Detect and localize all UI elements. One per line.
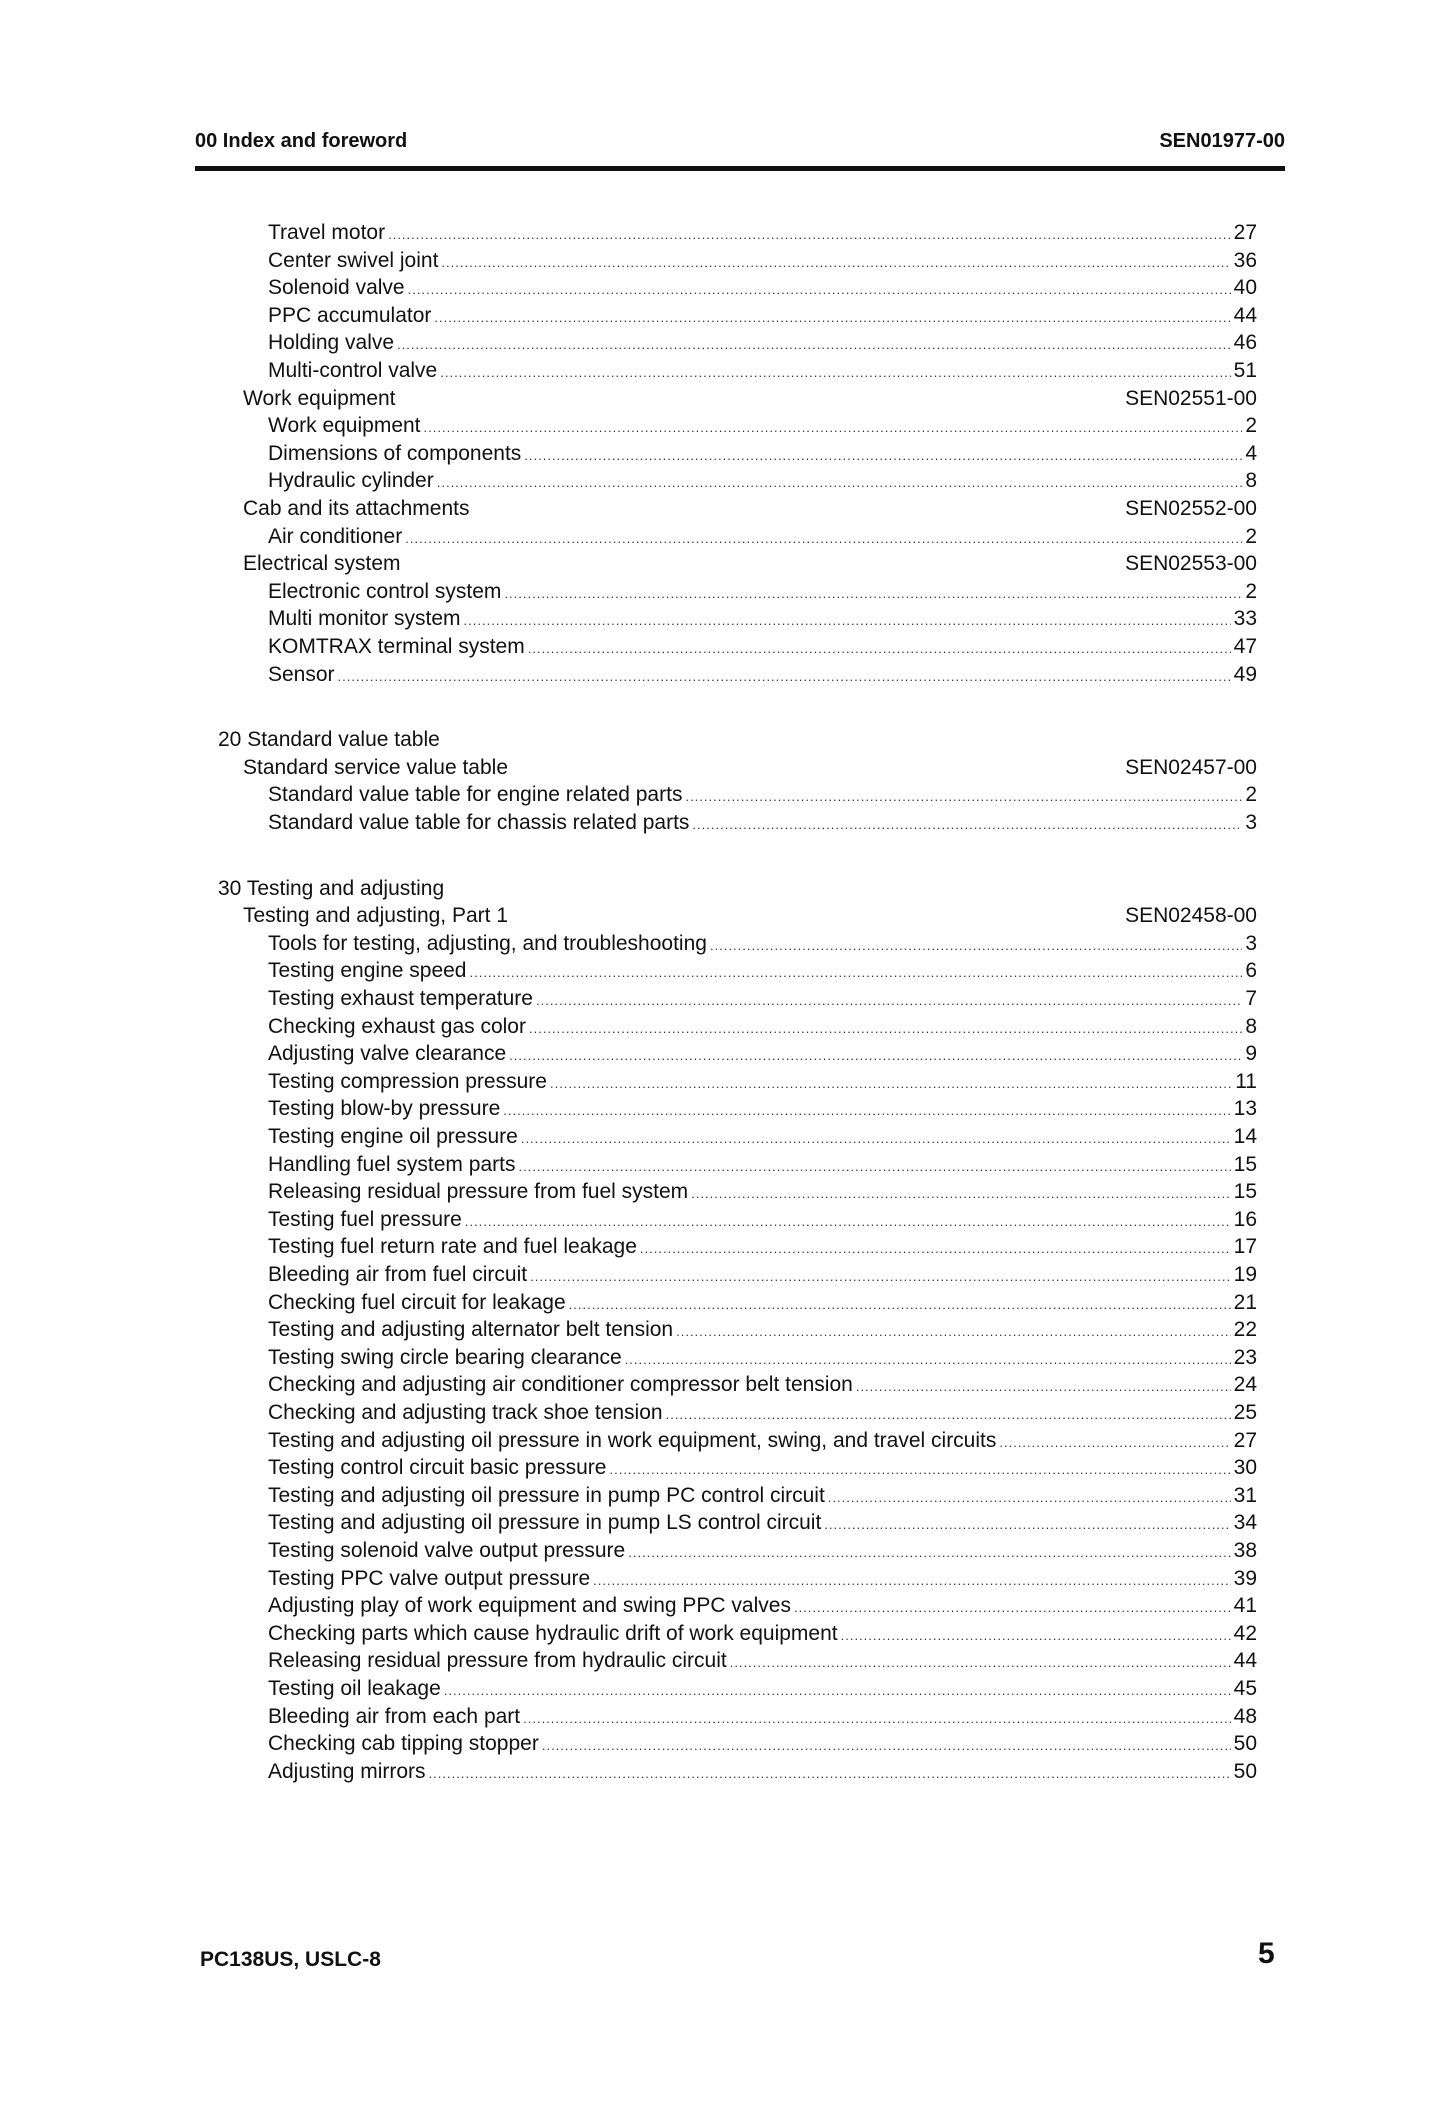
toc-entry-page: 22: [1233, 1318, 1257, 1342]
toc-entry[interactable]: [268, 413, 1257, 439]
toc-entry-page: 49: [1233, 662, 1257, 686]
toc-entry-label: Adjusting valve clearance: [268, 1042, 507, 1066]
toc-entry-page: 8: [1245, 1014, 1257, 1038]
toc-entry-label: Checking and adjusting air conditioner compressor belt tension: [268, 1373, 853, 1397]
toc-entry[interactable]: [268, 1152, 1257, 1178]
toc-entry[interactable]: [268, 1510, 1257, 1536]
dot-leader: [464, 608, 1231, 634]
toc-entry-label: Center swivel joint: [268, 248, 439, 272]
dot-leader: [504, 581, 1242, 607]
toc-subsection-row[interactable]: [243, 903, 1257, 929]
toc-section-heading: 30 Testing and adjusting: [218, 876, 445, 900]
toc-entry-page: 13: [1233, 1097, 1257, 1121]
toc-entry-page: 33: [1233, 607, 1257, 631]
toc-entry-label: Checking exhaust gas color: [268, 1014, 526, 1038]
toc-entry-label: Checking and adjusting track shoe tension: [268, 1401, 663, 1424]
toc-entry-page: 39: [1233, 1566, 1257, 1590]
toc-entry[interactable]: [268, 1731, 1257, 1757]
toc-entry-label: Testing PPC valve output pressure: [268, 1566, 591, 1590]
toc-entry-label: Electronic control system: [268, 579, 502, 603]
toc-entry[interactable]: [268, 1400, 1257, 1426]
toc-document-code: SEN02553-00: [1125, 552, 1257, 576]
toc-entry-page: 8: [1245, 469, 1257, 493]
header-rule: [195, 166, 1285, 171]
toc-entry-page: 2: [1245, 524, 1257, 548]
toc-document-code: SEN02458-00: [1125, 904, 1257, 928]
toc-entry[interactable]: [268, 1014, 1257, 1040]
dot-leader: [523, 1706, 1231, 1732]
dot-leader: [569, 1292, 1231, 1318]
dot-leader: [397, 332, 1231, 358]
dot-leader: [441, 250, 1230, 276]
toc-entry[interactable]: [268, 1648, 1257, 1674]
toc-entry[interactable]: [268, 1345, 1257, 1371]
dot-leader: [625, 1347, 1231, 1373]
toc-entry-page: 40: [1233, 276, 1257, 300]
toc-entry-page: 34: [1233, 1511, 1257, 1535]
toc-entry-label: Testing exhaust temperature: [268, 987, 533, 1010]
dot-leader: [640, 1236, 1231, 1262]
dot-leader: [536, 988, 1242, 1014]
dot-leader: [509, 1043, 1242, 1069]
toc-entry[interactable]: [268, 1676, 1257, 1702]
toc-entry-label: KOMTRAX terminal system: [268, 635, 525, 658]
toc-entry-page: 42: [1233, 1621, 1257, 1645]
toc-subsection-row[interactable]: [243, 496, 1257, 522]
toc-entry[interactable]: [268, 1428, 1257, 1454]
toc-entry[interactable]: [268, 1041, 1257, 1067]
toc-entry-label: Testing control circuit basic pressure: [268, 1456, 607, 1480]
toc-entry[interactable]: [268, 1179, 1257, 1205]
toc-entry-label: Testing solenoid valve output pressure: [268, 1539, 626, 1562]
dot-leader: [666, 1402, 1231, 1428]
toc-entry[interactable]: [268, 1290, 1257, 1316]
toc-entry-label: Adjusting play of work equipment and swing PPC valves: [268, 1594, 791, 1618]
toc-entry-page: 44: [1233, 303, 1257, 327]
toc-entry-label: Adjusting mirrors: [268, 1759, 426, 1783]
toc-entry[interactable]: [268, 468, 1257, 494]
dot-leader: [676, 1319, 1231, 1345]
toc-entry[interactable]: [268, 1566, 1257, 1592]
toc-entry-page: 27: [1233, 1428, 1257, 1452]
toc-entry[interactable]: [268, 1455, 1257, 1481]
toc-entry-label: Solenoid valve: [268, 276, 405, 300]
toc-entry[interactable]: [268, 1621, 1257, 1647]
dot-leader: [444, 1678, 1231, 1704]
dot-leader: [794, 1595, 1231, 1621]
toc-entry-page: 11: [1235, 1069, 1257, 1093]
toc-entry[interactable]: [268, 1759, 1257, 1785]
toc-entry-page: 38: [1233, 1539, 1257, 1562]
toc-entry[interactable]: [268, 441, 1257, 467]
dot-leader: [529, 1016, 1242, 1042]
toc-entry-label: Bleeding air from each part: [268, 1704, 521, 1728]
toc-entry-label: PPC accumulator: [268, 303, 432, 327]
dot-leader: [528, 636, 1231, 662]
toc-entry[interactable]: [268, 1096, 1257, 1122]
toc-document-code: SEN02552-00: [1125, 497, 1257, 520]
toc-entry[interactable]: [268, 931, 1257, 957]
dot-leader: [524, 443, 1242, 469]
toc-document-code: SEN02551-00: [1125, 386, 1257, 410]
toc-entry-label: Sensor: [268, 662, 335, 686]
toc-entry[interactable]: [268, 1483, 1257, 1509]
toc-entry-page: 4: [1245, 441, 1257, 465]
toc-entry-label: Tools for testing, adjusting, and troubleshooting: [268, 931, 707, 955]
toc-entry-page: 15: [1233, 1180, 1257, 1204]
toc-entry[interactable]: [268, 1234, 1257, 1260]
toc-section-heading: 20 Standard value table: [218, 728, 440, 752]
toc-subsection-title: Standard service value table: [243, 755, 508, 779]
dot-leader: [408, 277, 1231, 303]
toc-entry-label: Handling fuel system parts: [268, 1152, 516, 1176]
toc-entry-page: 9: [1245, 1042, 1257, 1066]
toc-entry-label: Testing oil leakage: [268, 1677, 441, 1700]
footer-model: PC138US, USLC-8: [200, 1948, 381, 1971]
toc-entry-label: Air conditioner: [268, 524, 403, 548]
toc-document-code: SEN02457-00: [1125, 755, 1257, 779]
toc-entry-page: 50: [1233, 1759, 1257, 1783]
dot-leader: [692, 812, 1242, 838]
dot-leader: [542, 1733, 1231, 1759]
toc-entry-label: Testing swing circle bearing clearance: [268, 1345, 622, 1369]
toc-entry-page: 3: [1245, 811, 1257, 834]
toc-entry-label: Bleeding air from fuel circuit: [268, 1263, 528, 1286]
toc-entry-page: 2: [1245, 579, 1257, 603]
toc-entry-page: 23: [1233, 1345, 1257, 1369]
toc-entry[interactable]: [268, 330, 1257, 356]
toc-entry[interactable]: [268, 662, 1257, 688]
header-section-title: 00 Index and foreword: [195, 130, 408, 152]
toc-entry-label: Releasing residual pressure from fuel system: [268, 1180, 689, 1204]
dot-leader: [424, 415, 1243, 441]
toc-entry-page: 36: [1233, 248, 1257, 272]
toc-subsection-title: Cab and its attachments: [243, 497, 470, 520]
toc-entry[interactable]: [268, 1124, 1257, 1150]
toc-entry-page: 25: [1233, 1401, 1257, 1424]
toc-entry[interactable]: [268, 303, 1257, 329]
toc-entry-label: Testing and adjusting oil pressure in work equipment, swing, and travel circuits: [268, 1428, 997, 1452]
toc-entry-label: Testing compression pressure: [268, 1069, 547, 1093]
toc-entry-label: Checking cab tipping stopper: [268, 1732, 539, 1756]
toc-entry-page: 41: [1233, 1594, 1257, 1618]
toc-entry[interactable]: [268, 248, 1257, 274]
toc-entry[interactable]: [268, 1069, 1257, 1095]
dot-leader: [841, 1623, 1231, 1649]
dot-leader: [405, 526, 1242, 552]
dot-leader: [593, 1568, 1230, 1594]
toc-entry-label: Holding valve: [268, 331, 395, 355]
dot-leader: [710, 933, 1242, 959]
dot-leader: [628, 1540, 1230, 1566]
toc-entry-label: Releasing residual pressure from hydraulic circuit: [268, 1649, 727, 1673]
toc-entry[interactable]: [268, 986, 1257, 1012]
toc-entry[interactable]: [268, 1317, 1257, 1343]
toc-entry[interactable]: [268, 1593, 1257, 1619]
toc-entry[interactable]: [268, 958, 1257, 984]
toc-entry-label: Checking parts which cause hydraulic drift of work equipment: [268, 1621, 838, 1645]
toc-entry[interactable]: [268, 1262, 1257, 1288]
dot-leader: [521, 1126, 1231, 1152]
toc-entry[interactable]: [268, 1704, 1257, 1730]
toc-entry-label: Testing and adjusting alternator belt tension: [268, 1318, 674, 1342]
toc-entry[interactable]: [268, 810, 1257, 836]
dot-leader: [550, 1071, 1232, 1097]
toc-entry-page: 17: [1233, 1235, 1257, 1259]
dot-leader: [440, 360, 1230, 386]
dot-leader: [434, 305, 1230, 331]
dot-leader: [609, 1457, 1230, 1483]
toc-entry-page: 50: [1233, 1732, 1257, 1756]
toc-entry[interactable]: [268, 634, 1257, 660]
toc-entry-label: Checking fuel circuit for leakage: [268, 1290, 566, 1314]
toc-entry-page: 2: [1245, 414, 1257, 438]
toc-entry[interactable]: [268, 606, 1257, 632]
toc-entry-page: 51: [1233, 359, 1257, 382]
toc-entry-page: 30: [1233, 1456, 1257, 1480]
dot-leader: [465, 1209, 1231, 1235]
dot-leader: [828, 1485, 1231, 1511]
toc-subsection-title: Electrical system: [243, 552, 401, 576]
toc-entry[interactable]: [268, 579, 1257, 605]
toc-entry-page: 44: [1233, 1649, 1257, 1673]
dot-leader: [429, 1761, 1231, 1787]
toc-entry-page: 47: [1233, 635, 1257, 658]
dot-leader: [691, 1181, 1230, 1207]
toc-subsection-row[interactable]: [243, 755, 1257, 781]
toc-entry-label: Testing and adjusting oil pressure in pump LS control circuit: [268, 1511, 822, 1535]
toc-entry-page: 14: [1233, 1125, 1257, 1148]
toc-entry-label: Testing fuel return rate and fuel leakage: [268, 1235, 637, 1259]
toc-entry-page: 2: [1245, 783, 1257, 807]
toc-entry-label: Multi-control valve: [268, 359, 438, 382]
toc-entry[interactable]: [268, 275, 1257, 301]
dot-leader: [856, 1374, 1231, 1400]
toc-entry-page: 46: [1233, 331, 1257, 355]
dot-leader: [503, 1098, 1230, 1124]
toc-entry[interactable]: [268, 782, 1257, 808]
toc-entry-label: Testing and adjusting oil pressure in pump PC control circuit: [268, 1483, 825, 1507]
toc-entry-page: 15: [1233, 1152, 1257, 1176]
dot-leader: [388, 222, 1231, 248]
toc-entry[interactable]: [268, 1538, 1257, 1564]
toc-entry-label: Standard value table for engine related parts: [268, 783, 683, 807]
toc-entry-page: 7: [1245, 987, 1257, 1010]
toc-entry-page: 3: [1245, 931, 1257, 955]
toc-entry-page: 48: [1233, 1704, 1257, 1728]
footer-page-number: 5: [1258, 1937, 1275, 1970]
toc-entry-page: 21: [1233, 1290, 1257, 1314]
dot-leader: [470, 960, 1243, 986]
toc-entry-label: Testing fuel pressure: [268, 1207, 462, 1231]
header-document-code: SEN01977-00: [1159, 130, 1285, 152]
toc-entry-label: Hydraulic cylinder: [268, 469, 434, 493]
toc-entry[interactable]: [268, 1207, 1257, 1233]
toc-entry-page: 19: [1233, 1263, 1257, 1286]
dot-leader: [437, 470, 1243, 496]
toc-subsection-title: Testing and adjusting, Part 1: [243, 904, 509, 928]
toc-entry-page: 45: [1233, 1677, 1257, 1700]
dot-leader: [824, 1512, 1230, 1538]
toc-subsection-row[interactable]: [243, 386, 1257, 412]
toc-subsection-row[interactable]: [243, 551, 1257, 577]
toc-entry-label: Travel motor: [268, 221, 386, 244]
toc-entry-label: Testing engine speed: [268, 959, 467, 983]
dot-leader: [338, 664, 1231, 690]
toc-entry[interactable]: [268, 358, 1257, 384]
toc-subsection-title: Work equipment: [243, 386, 396, 410]
toc-entry[interactable]: [268, 1372, 1257, 1398]
dot-leader: [530, 1264, 1231, 1290]
toc-entry[interactable]: [268, 220, 1257, 246]
toc-entry-label: Dimensions of components: [268, 441, 522, 465]
toc-entry-label: Work equipment: [268, 414, 421, 438]
dot-leader: [518, 1154, 1230, 1180]
toc-entry-page: 6: [1245, 959, 1257, 983]
toc-entry-label: Testing blow-by pressure: [268, 1097, 501, 1121]
toc-entry-page: 16: [1233, 1207, 1257, 1231]
toc-entry[interactable]: [268, 524, 1257, 550]
dot-leader: [685, 784, 1242, 810]
dot-leader: [730, 1650, 1231, 1676]
toc-entry-page: 24: [1233, 1373, 1257, 1397]
toc-entry-page: 27: [1233, 221, 1257, 244]
dot-leader: [999, 1430, 1230, 1456]
toc-entry-label: Testing engine oil pressure: [268, 1125, 518, 1148]
toc-entry-page: 31: [1233, 1483, 1257, 1507]
toc-entry-label: Multi monitor system: [268, 607, 461, 631]
toc-entry-label: Standard value table for chassis related parts: [268, 811, 690, 834]
